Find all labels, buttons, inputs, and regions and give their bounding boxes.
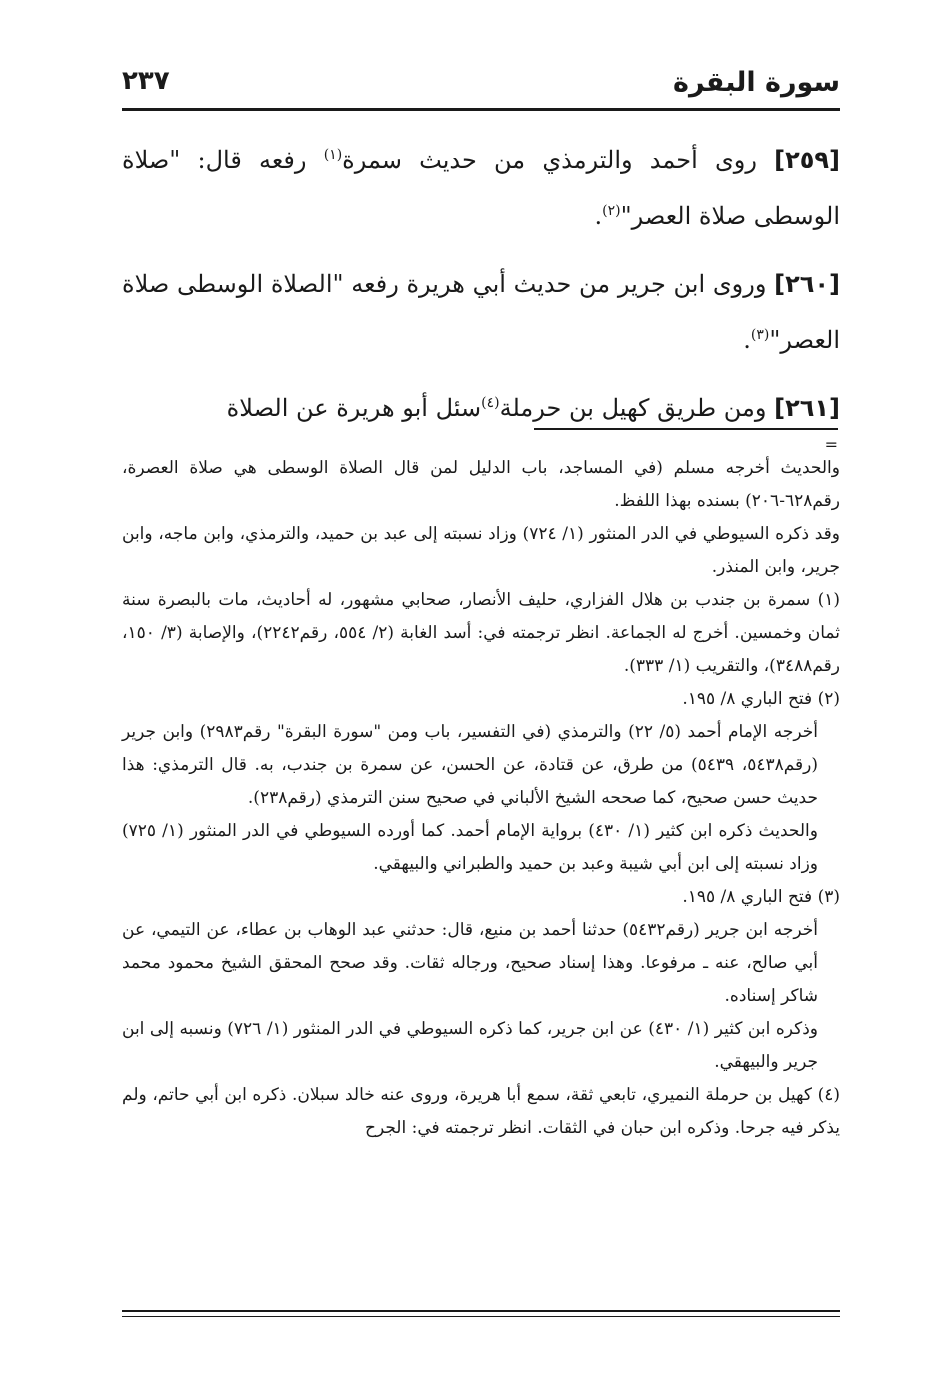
- footnote-3-body: أخرجه ابن جرير (رقم٥٤٣٢) حدثنا أحمد بن منيع، قال: حدثني عبد الوهاب بن عطاء، عن التيمي، عن أبي صالح، عنه ـ مرفوعا. وهذا إسناد صحيح، ورجاله ثقات. وقد صحح المحقق الشيخ محمود محمد شاكر إسناده.: [122, 920, 818, 1006]
- hadith-number: [٢٦١]: [774, 394, 840, 422]
- hadith-text-end: .: [594, 202, 603, 230]
- hadith-paragraph-260: [122, 256, 840, 368]
- main-text: [122, 132, 840, 448]
- hadith-text: رفعه قال: "صلاة الوسطى صلاة العصر": [122, 146, 840, 230]
- running-header: [122, 60, 840, 108]
- footnotes: [122, 452, 840, 1145]
- hadith-number: [٢٥٩]: [774, 146, 840, 174]
- footnote-4: (٤) كهيل بن حرملة النميري، تابعي ثقة، سمع أبا هريرة، وروى عنه خالد سبلان. ذكره ابن أبي حاتم، ولم يذكر فيه جرحا. وذكره ابن حبان في الثقات. انظر ترجمته في: الجرح: [122, 1085, 840, 1138]
- footnote-1: (١) سمرة بن جندب بن هلال الفزاري، حليف الأنصار، صحابي مشهور، له أحاديث، مات بالبصرة سنة ثمان وخمسين. أخرج له الجماعة. انظر ترجمته في: أسد الغابة (٢/ ٥٥٤، رقم٢٢٤٢)، والإصابة (٣/ ١٥٠، رقم٣٤٨٨)، والتقريب (١/ ٣٣٣).: [122, 590, 840, 676]
- bottom-rule: [122, 1310, 840, 1312]
- hadith-text: سئل أبو هريرة عن الصلاة: [226, 394, 482, 422]
- footnote-2-body: أخرجه الإمام أحمد (٥/ ٢٢) والترمذي (في التفسير، باب ومن "سورة البقرة" رقم٢٩٨٣) وابن جرير (رقم٥٤٣٨، ٥٤٣٩) من طرق، عن قتادة، عن الحسن، عن سمرة بن جندب، به. قال الترمذي: هذا حديث حسن صحيح، كما صححه الشيخ الألباني في صحيح سنن الترمذي (رقم٢٣٨).: [122, 722, 819, 808]
- hadith-text: .: [743, 326, 751, 354]
- hadith-text: ومن طريق كهيل بن حرملة: [499, 394, 775, 422]
- surah-title: سورة البقرة: [673, 67, 840, 98]
- hadith-text: وروى ابن جرير من حديث أبي هريرة رفعه "الصلاة الوسطى صلاة العصر": [122, 270, 840, 354]
- hadith-number: [٢٦٠]: [774, 270, 841, 298]
- footnote-reference[interactable]: (١): [323, 147, 343, 163]
- footnote-reference[interactable]: (٣): [750, 327, 770, 343]
- footnote-reference[interactable]: (٤): [481, 395, 500, 411]
- hadith-paragraph-259: [122, 132, 840, 244]
- header-rule: [122, 108, 840, 111]
- footnote-2: (٢) فتح الباري ٨/ ١٩٥.: [682, 689, 840, 709]
- bottom-rule: [122, 1316, 840, 1317]
- footnote-reference[interactable]: (٢): [602, 203, 621, 219]
- footnote-2-body: والحديث ذكره ابن كثير (١/ ٤٣٠) برواية الإمام أحمد. كما أورده السيوطي في الدر المنثور (١/ ٧٢٥) وزاد نسبته إلى ابن أبي شيبة وعبد بن حميد والطبراني والبيهقي.: [122, 821, 818, 874]
- footnote-separator: [534, 428, 838, 430]
- footnote-3: (٣) فتح الباري ٨/ ١٩٥.: [682, 887, 840, 907]
- footnote-continuation: وقد ذكره السيوطي في الدر المنثور (١/ ٧٢٤) وزاد نسبته إلى عبد بن حميد، والترمذي، وابن ماجه، وابن جرير، وابن المنذر.: [122, 524, 840, 577]
- footnote-continuation: والحديث أخرجه مسلم (في المساجد، باب الدليل لمن قال الصلاة الوسطى هي صلاة العصرة، رقم٦٢٨-٢٠٦) بسنده بهذا اللفظ.: [122, 458, 840, 511]
- continuation-mark: =: [824, 435, 838, 454]
- footnote-3-body: وذكره ابن كثير (١/ ٤٣٠) عن ابن جرير، كما ذكره السيوطي في الدر المنثور (١/ ٧٢٦) ونسبه إلى ابن جرير والبيهقي.: [122, 1019, 818, 1072]
- hadith-text: روى أحمد والترمذي من حديث سمرة: [342, 146, 775, 174]
- page-number: ٢٣٧: [122, 66, 170, 96]
